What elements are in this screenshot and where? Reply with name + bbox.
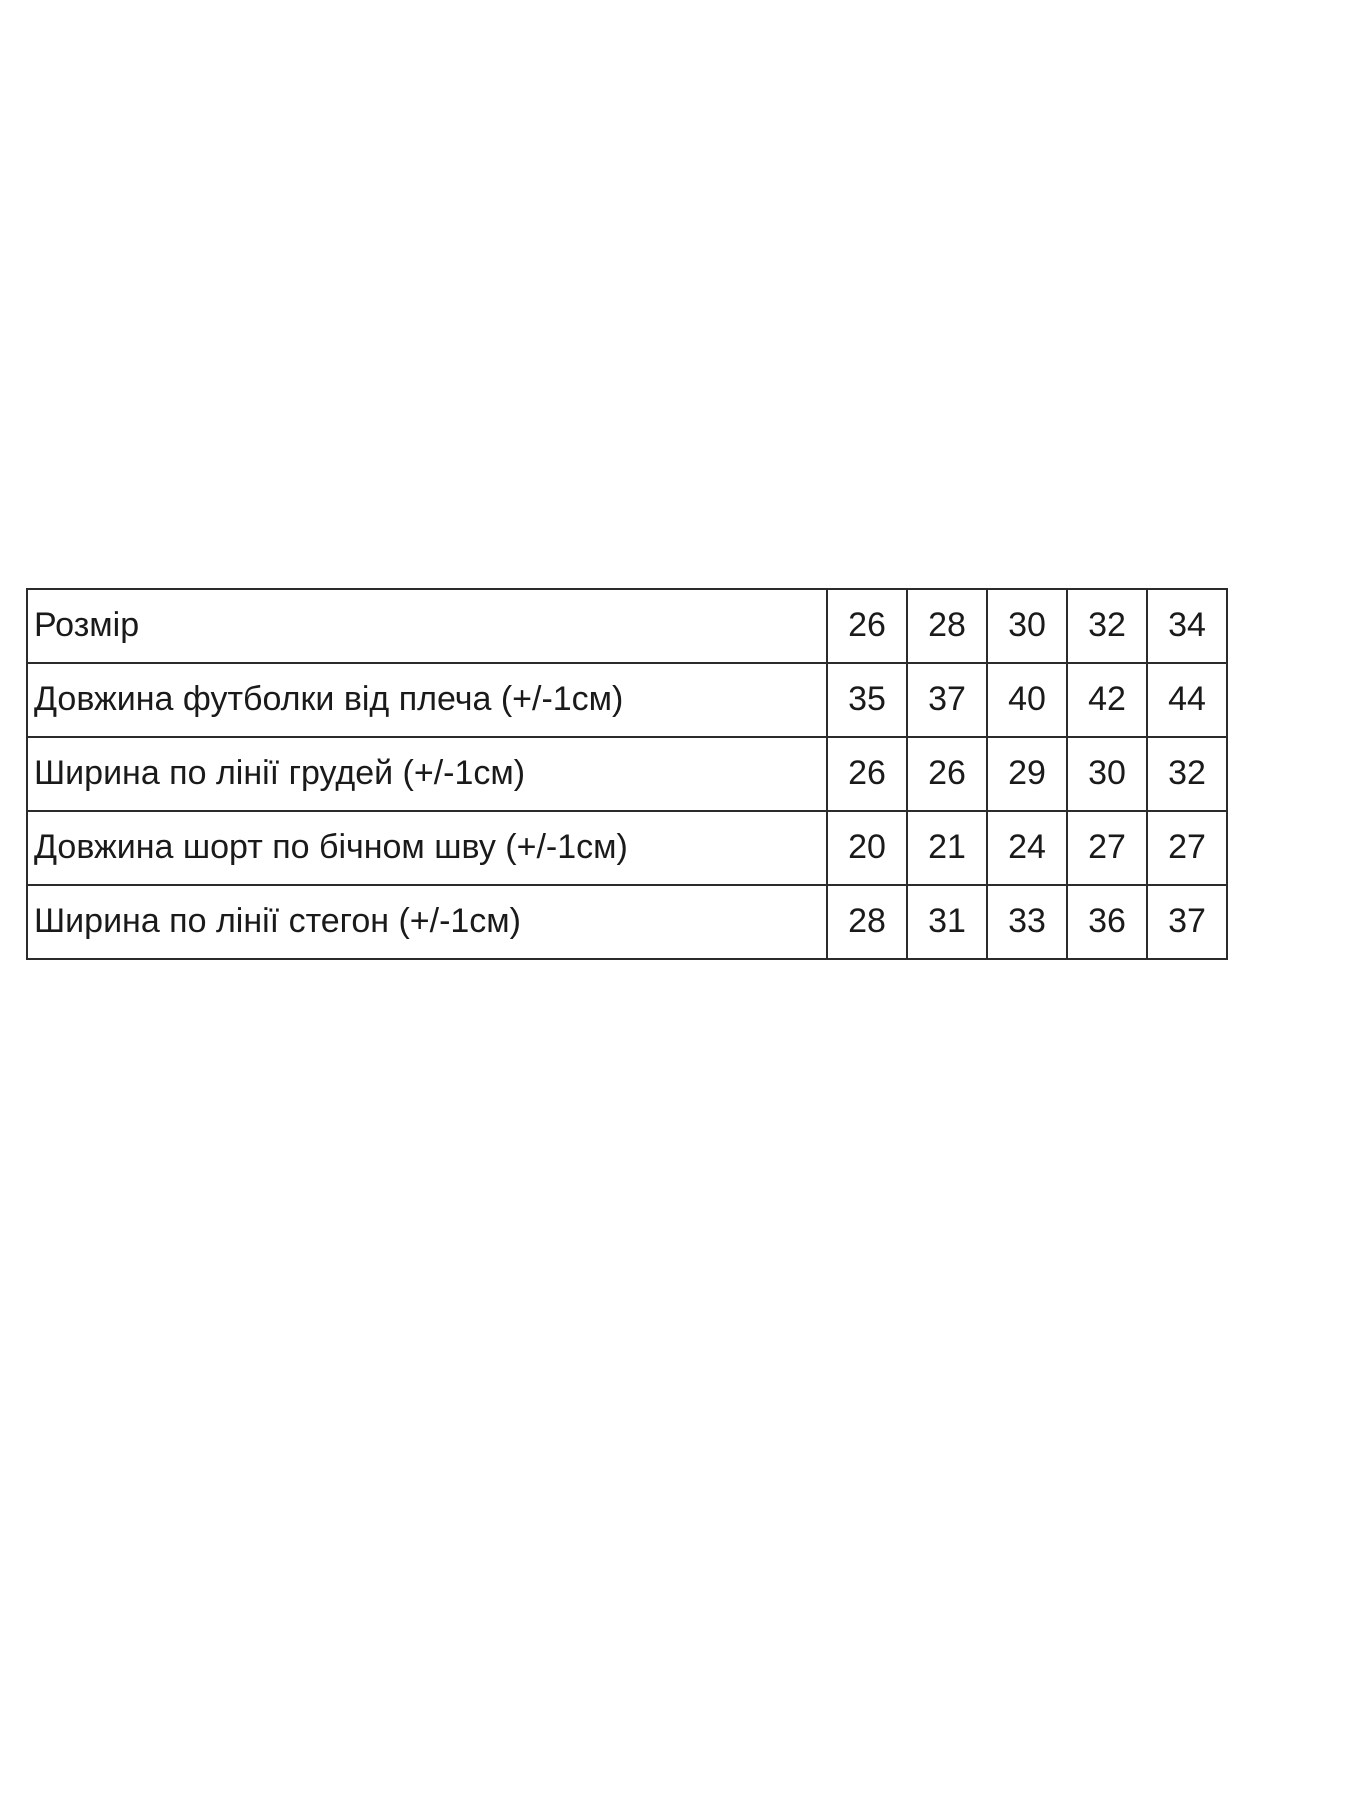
table-row	[27, 885, 1227, 959]
row-value: 36	[1067, 885, 1147, 959]
row-value: 26	[827, 589, 907, 663]
row-value: 32	[1147, 737, 1227, 811]
row-value: 28	[907, 589, 987, 663]
row-value: 21	[907, 811, 987, 885]
size-chart-container	[26, 588, 1206, 960]
row-value: 27	[1147, 811, 1227, 885]
row-value: 35	[827, 663, 907, 737]
row-value: 37	[907, 663, 987, 737]
row-label: Довжина футболки від плеча (+/-1см)	[27, 663, 827, 737]
row-value: 24	[987, 811, 1067, 885]
table-row	[27, 737, 1227, 811]
row-value: 33	[987, 885, 1067, 959]
row-value: 29	[987, 737, 1067, 811]
table-row	[27, 811, 1227, 885]
row-label: Довжина шорт по бічном шву (+/-1см)	[27, 811, 827, 885]
row-value: 34	[1147, 589, 1227, 663]
row-value: 44	[1147, 663, 1227, 737]
row-value: 32	[1067, 589, 1147, 663]
row-value: 27	[1067, 811, 1147, 885]
row-value: 42	[1067, 663, 1147, 737]
row-value: 40	[987, 663, 1067, 737]
size-chart-table	[26, 588, 1228, 960]
row-label: Розмір	[27, 589, 827, 663]
table-row	[27, 663, 1227, 737]
row-value: 20	[827, 811, 907, 885]
row-value: 31	[907, 885, 987, 959]
row-value: 28	[827, 885, 907, 959]
row-value: 37	[1147, 885, 1227, 959]
row-label: Ширина по лінії грудей (+/-1см)	[27, 737, 827, 811]
row-value: 30	[987, 589, 1067, 663]
row-value: 30	[1067, 737, 1147, 811]
row-label: Ширина по лінії стегон (+/-1см)	[27, 885, 827, 959]
table-row	[27, 589, 1227, 663]
row-value: 26	[907, 737, 987, 811]
row-value: 26	[827, 737, 907, 811]
